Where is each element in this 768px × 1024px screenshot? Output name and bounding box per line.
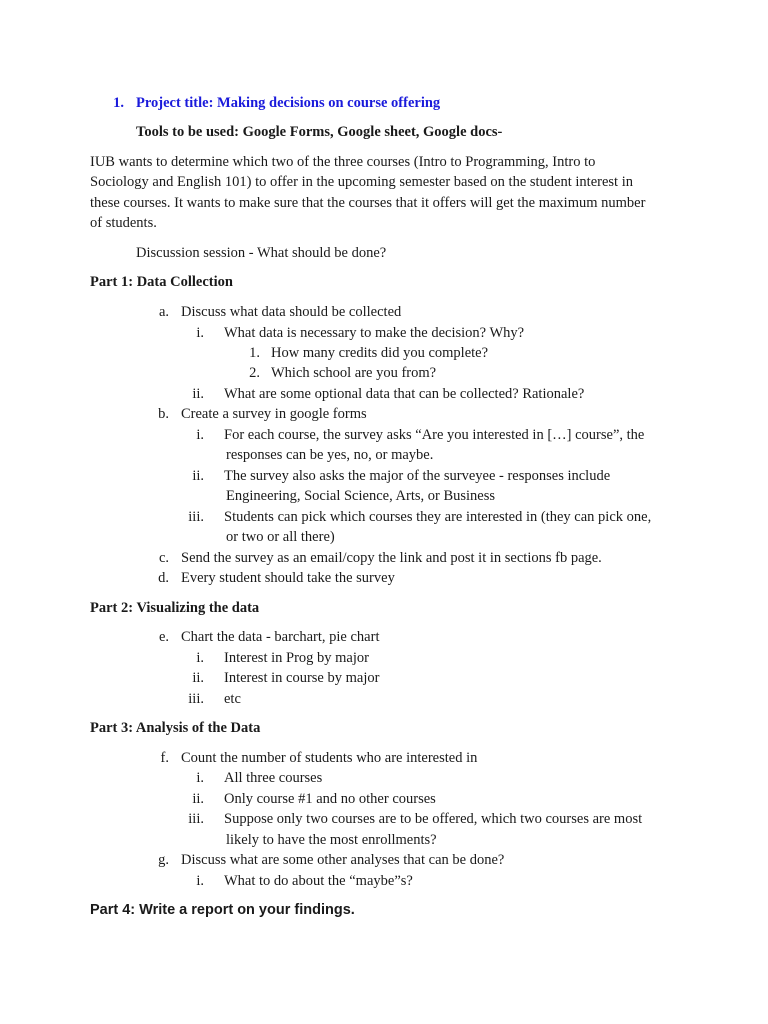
list-item: Students can pick which courses they are interested in (they can pick one, (224, 509, 652, 525)
list-item: Send the survey as an email/copy the link and post it in sections fb page. (181, 550, 602, 566)
list-item: Discuss what are some other analyses that can be done? (181, 852, 505, 868)
list-marker: ii. (192, 386, 204, 402)
intro-line-2: Sociology and English 101) to offer in the upcoming semester based on the student interest in (90, 174, 633, 190)
list-item-continuation: Engineering, Social Science, Arts, or Business (226, 488, 496, 504)
list-marker: iii. (188, 811, 204, 827)
list-item-continuation: likely to have the most enrollments? (226, 832, 437, 848)
list-item: Discuss what data should be collected (181, 304, 402, 320)
list-item: Interest in course by major (224, 670, 380, 686)
list-item: What are some optional data that can be collected? Rationale? (224, 386, 585, 402)
list-marker: e. (158, 629, 169, 645)
list-item: Only course #1 and no other courses (224, 791, 436, 807)
tools-line: Tools to be used: Google Forms, Google sheet, Google docs- (136, 124, 503, 140)
list-marker: i. (196, 650, 204, 666)
list-marker: c. (158, 550, 169, 566)
discussion-line: Discussion session - What should be done? (136, 245, 387, 261)
list-item: All three courses (224, 770, 323, 786)
part1-heading: Part 1: Data Collection (90, 274, 233, 290)
list-marker: ii. (192, 468, 204, 484)
list-item: The survey also asks the major of the surveyee - responses include (224, 468, 611, 484)
list-item: Which school are you from? (271, 365, 437, 381)
list-marker: a. (158, 304, 169, 320)
part2-heading: Part 2: Visualizing the data (90, 600, 260, 616)
list-marker: f. (160, 750, 169, 766)
list-marker: i. (196, 770, 204, 786)
list-marker: iii. (188, 509, 204, 525)
list-marker: iii. (188, 691, 204, 707)
list-marker: 1. (249, 345, 260, 361)
list-marker: i. (196, 325, 204, 341)
list-item: etc (224, 691, 241, 707)
list-item: What to do about the “maybe”s? (224, 873, 413, 889)
list-marker: ii. (192, 791, 204, 807)
list-item: Chart the data - barchart, pie chart (181, 629, 380, 645)
list-marker: i. (196, 427, 204, 443)
part4-heading: Part 4: Write a report on your findings. (90, 902, 355, 918)
list-item: Interest in Prog by major (224, 650, 369, 666)
project-title: Project title: Making decisions on course offering (136, 95, 441, 111)
list-marker: ii. (192, 670, 204, 686)
list-item: Count the number of students who are interested in (181, 750, 478, 766)
intro-line-3: these courses. It wants to make sure that the courses that it offers will get the maximum number (90, 195, 646, 211)
list-marker: d. (158, 570, 169, 586)
part3-heading: Part 3: Analysis of the Data (90, 720, 261, 736)
list-item: What data is necessary to make the decision? Why? (224, 325, 525, 341)
list-item-continuation: responses can be yes, no, or maybe. (226, 447, 434, 463)
list-marker: g. (158, 852, 169, 868)
list-marker: 2. (249, 365, 260, 381)
list-item: Suppose only two courses are to be offered, which two courses are most (224, 811, 643, 827)
list-item: How many credits did you complete? (271, 345, 489, 361)
intro-line-1: IUB wants to determine which two of the three courses (Intro to Programming, Intro to (90, 154, 596, 170)
list-item-continuation: or two or all there) (226, 529, 335, 545)
list-marker: b. (158, 406, 169, 422)
project-number: 1. (113, 95, 124, 111)
list-item: Every student should take the survey (181, 570, 395, 586)
list-marker: i. (196, 873, 204, 889)
intro-line-4: of students. (90, 215, 157, 231)
list-item: Create a survey in google forms (181, 406, 367, 422)
list-item: For each course, the survey asks “Are you interested in […] course”, the (224, 427, 645, 443)
